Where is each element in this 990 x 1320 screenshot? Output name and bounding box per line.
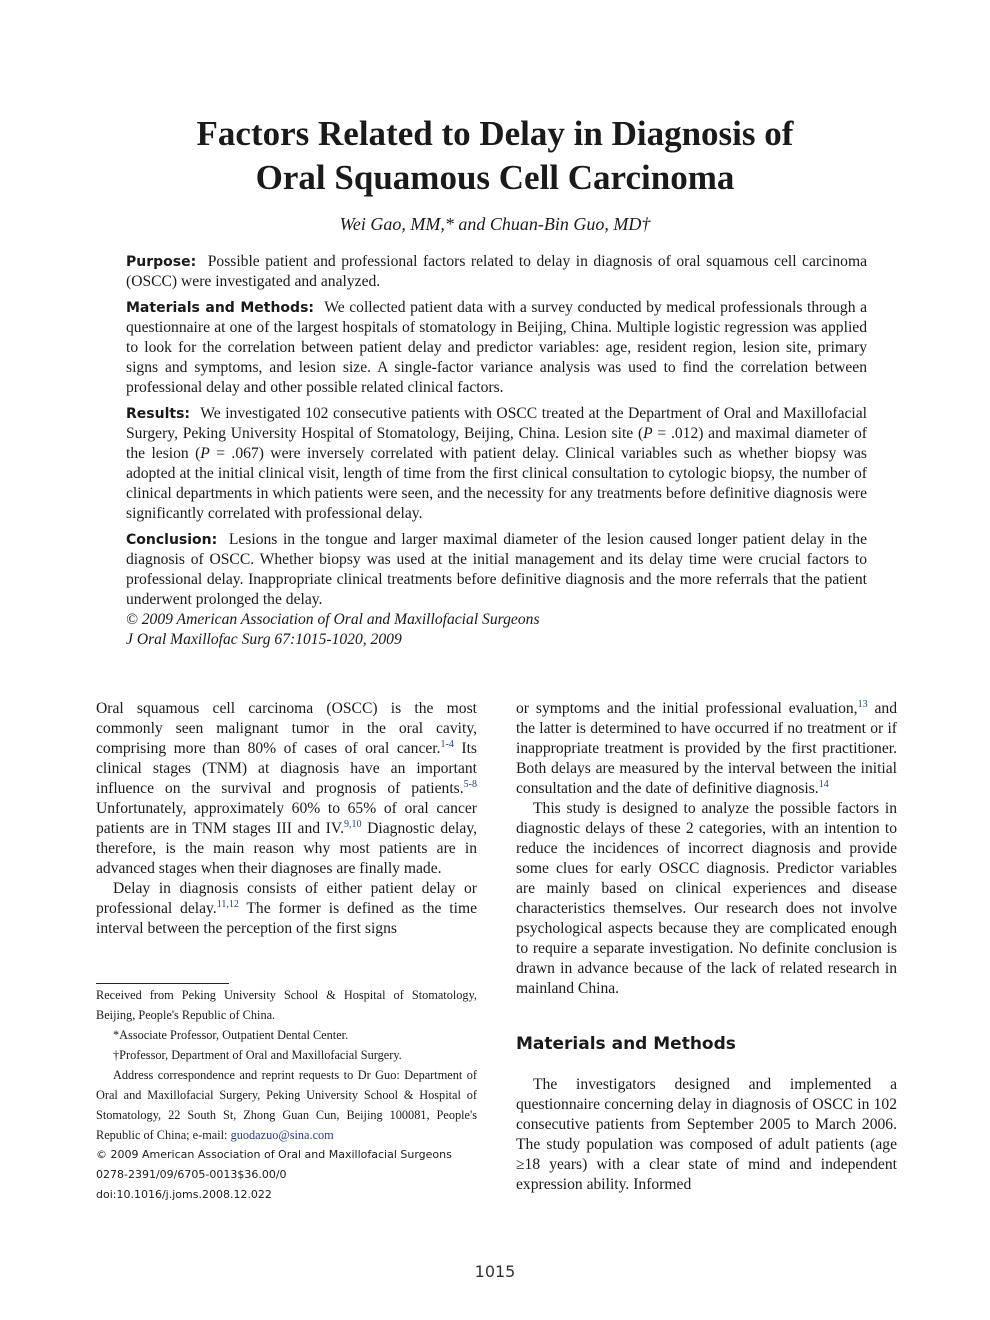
intro-paragraph-1: Oral squamous cell carcinoma (OSCC) is the most commonly seen malignant tumor in the oral cavity, comprising more than 80% of cases of oral cancer.$^{1-4}$ Its clinical stages (TNM) at diagnosis have an important influence on the survival and prognosis of patients.$^{5-8}$ Unfortunately, approximately 60% to 65% of oral cancer patients are in TNM stages III and IV.$^{9,10}$ Diagnostic delay, therefore, is the main reason why most patients are in advanced stages when their diagnoses are finally made. [96, 700, 477, 877]
title-line-2: Oral Squamous Cell Carcinoma [255, 158, 735, 197]
body-column-left [96, 699, 477, 939]
footnote-doi[interactable]: doi:10.1016/j.joms.2008.12.022 [96, 1188, 272, 1201]
intro-paragraph-3: This study is designed to analyze the possible factors in diagnostic delays of these 2 categories, with an intention to reduce the incidences of incorrect diagnosis and provide some clues for early OSCC diagnosis. Predictor variables are mainly based on clinical experiences and disease characteristics themselves. Our research does not involve psychological aspects because they are complicated enough to require a separate investigation. No definite conclusion is drawn in advance because of the lack of related research in mainland China. [516, 800, 897, 997]
reference-link[interactable]: 1-4 [440, 738, 454, 750]
footnote-professor: †Professor, Department of Oral and Maxillofacial Surgery. [113, 1048, 402, 1062]
body-column-right [516, 699, 897, 1195]
abstract-purpose [126, 252, 867, 292]
reference-link[interactable]: 11,12 [216, 898, 239, 910]
footnote-divider [96, 983, 229, 984]
methods-label: Materials and Methods: [126, 300, 315, 316]
abstract-copyright: © 2009 American Association of Oral and Maxillofacial Surgeons [126, 611, 540, 628]
title-line-1: Factors Related to Delay in Diagnosis of [196, 114, 794, 153]
intro-paragraph-2-continued: or symptoms and the initial professional evaluation,$^{13}$ and the latter is determined to have occurred if no treatment or if inappropriate treatment is provided by the first practitioner. Both delays are measured by the interval between the initial consultation and the date of definitive diagnosis.$^{14}$ [516, 698, 898, 797]
journal-citation: J Oral Maxillofac Surg 67:1015-1020, 2009 [126, 631, 402, 648]
intro-paragraph-2: Delay in diagnosis consists of either patient delay or professional delay.$^{11,12}$ The former is defined as the time interval between the perception of the first signs [96, 880, 477, 937]
article-title [60, 112, 930, 200]
footnote-received: Received from Peking University School & Hospital of Stomatology, Beijing, People's Republic of China. [96, 988, 477, 1022]
abstract-conclusion [126, 530, 867, 610]
footnote-associate-professor: *Associate Professor, Outpatient Dental Center. [113, 1028, 349, 1042]
results-text: We investigated 102 consecutive patients with OSCC treated at the Department of Oral and Maxillofacial Surgery, Peking University Hospital of Stomatology, Beijing, China. Lesion site (P = .012) and maximal diameter of the lesion (P = .067) were inversely correlated with patient delay. Clinical variables such as whether biopsy was adopted at the initial clinical visit, length of time from the first clinical consultation to cytologic biopsy, the number of clinical departments in which patients were seen, and the necessity for any treatments before definitive diagnosis were significantly correlated with professional delay. [126, 405, 867, 522]
methods-paragraph-1: The investigators designed and implemented a questionnaire concerning delay in diagnosis of OSCC in 102 consecutive patients from September 2005 to March 2006. The study population was composed of adult patients (age ≥18 years) with a clear state of mind and independent expression ability. Informed [516, 1076, 897, 1193]
page-number: 1015 [474, 1262, 516, 1281]
reference-link[interactable]: 5-8 [463, 778, 477, 790]
footnote-issn: 0278-2391/09/6705-0013$36.00/0 [96, 1168, 287, 1181]
abstract-methods [126, 298, 867, 398]
reference-link[interactable]: 14 [818, 778, 829, 790]
author-list: Wei Gao, MM,* and Chuan-Bin Guo, MD† [339, 214, 651, 234]
abstract [126, 252, 867, 650]
purpose-text: Possible patient and professional factors related to delay in diagnosis of oral squamous cell carcinoma (OSCC) were investigated and analyzed. [126, 253, 867, 290]
purpose-label: Purpose: [126, 254, 197, 270]
conclusion-text: Lesions in the tongue and larger maximal diameter of the lesion caused longer patient delay in the diagnosis of OSCC. Whether biopsy was used at the initial management and its delay time were crucial factors to professional delay. Inappropriate clinical treatments before definitive diagnosis and the more referrals that the patient underwent prolonged the delay. [126, 531, 867, 608]
footnote-address: Address correspondence and reprint requests to Dr Guo: Department of Oral and Maxillofacial Surgery, Peking University School & Hospital of Stomatology, 22 South St, Zhong Guan Cun, Beijing 100081, People's Republic of China; e-mail: guodazuo@sina.com [96, 1068, 477, 1142]
reference-link[interactable]: 13 [857, 698, 868, 710]
results-label: Results: [126, 406, 190, 422]
footnotes [96, 985, 477, 1205]
abstract-results [126, 404, 867, 524]
reference-link[interactable]: 9,10 [344, 818, 362, 830]
footnote-copyright: © 2009 American Association of Oral and Maxillofacial Surgeons [96, 1148, 452, 1161]
section-heading-methods: Materials and Methods [516, 1034, 736, 1054]
conclusion-label: Conclusion: [126, 532, 218, 548]
methods-text: We collected patient data with a survey conducted by medical professionals through a questionnaire at one of the largest hospitals of stomatology in Beijing, China. Multiple logistic regression was applied to look for the correlation between patient delay and predictor variables: age, resident region, lesion site, primary signs and symptoms, and lesion size. A single-factor variance analysis was used to find the correlation between professional delay and other possible related clinical factors. [126, 299, 867, 396]
email-link[interactable]: guodazuo@sina.com [230, 1128, 334, 1142]
